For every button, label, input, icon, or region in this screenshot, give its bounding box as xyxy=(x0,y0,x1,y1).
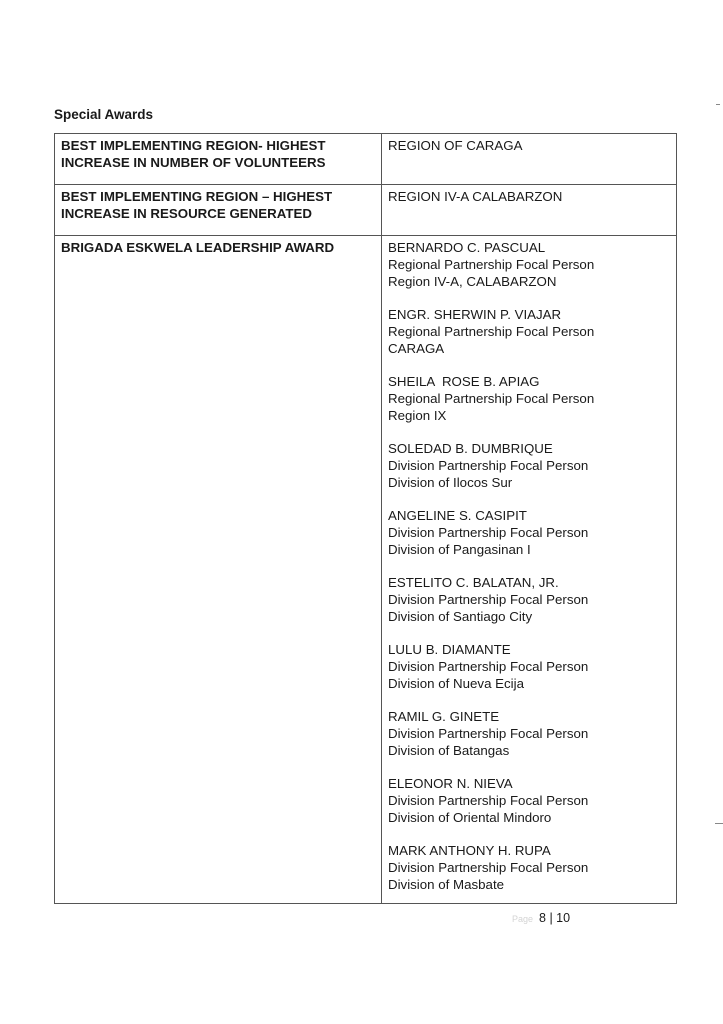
award-name: BEST IMPLEMENTING REGION – HIGHEST INCREASE IN RESOURCE GENERATED xyxy=(61,189,333,221)
recipient-entry xyxy=(388,842,670,893)
table-row xyxy=(55,236,677,904)
recipient-name: SHEILA ROSE B. APIAG xyxy=(388,374,540,389)
recipient-entry xyxy=(388,507,670,558)
recipient-name: ENGR. SHERWIN P. VIAJAR xyxy=(388,307,562,322)
recipient-office: Region IX xyxy=(388,408,447,423)
recipient-entry xyxy=(388,775,670,826)
recipient-position: Division Partnership Focal Person xyxy=(388,659,589,674)
recipient-list-cell xyxy=(382,236,677,904)
recipient-name: SOLEDAD B. DUMBRIQUE xyxy=(388,441,553,456)
recipient-name: ANGELINE S. CASIPIT xyxy=(388,508,527,523)
recipient-position: Division Partnership Focal Person xyxy=(388,458,589,473)
recipient-position: Regional Partnership Focal Person xyxy=(388,257,595,272)
recipient-position: Division Partnership Focal Person xyxy=(388,525,589,540)
recipient-cell xyxy=(382,134,677,185)
recipient-cell xyxy=(382,185,677,236)
scan-mark xyxy=(716,104,720,105)
recipient-entry xyxy=(388,574,670,625)
recipient-office: Division of Masbate xyxy=(388,877,505,892)
recipient-office: Division of Ilocos Sur xyxy=(388,475,513,490)
recipient-name: ELEONOR N. NIEVA xyxy=(388,776,513,791)
recipient-position: Regional Partnership Focal Person xyxy=(388,391,595,406)
recipient-position: Division Partnership Focal Person xyxy=(388,726,589,741)
recipient-position: Regional Partnership Focal Person xyxy=(388,324,595,339)
recipient-office: Division of Batangas xyxy=(388,743,510,758)
page-number xyxy=(512,911,570,925)
recipient-name: REGION OF CARAGA xyxy=(388,138,523,153)
table-row xyxy=(55,185,677,236)
recipient-office: Division of Nueva Ecija xyxy=(388,676,524,691)
award-name: BRIGADA ESKWELA LEADERSHIP AWARD xyxy=(61,240,335,255)
recipient-entry xyxy=(388,440,670,491)
recipient-position: Division Partnership Focal Person xyxy=(388,860,589,875)
recipient-office: Division of Pangasinan I xyxy=(388,542,531,557)
recipient-position: Division Partnership Focal Person xyxy=(388,592,589,607)
page-count: 8 | 10 xyxy=(539,911,571,925)
recipient-name: REGION IV-A CALABARZON xyxy=(388,189,563,204)
section-title: Special Awards xyxy=(54,107,154,122)
recipient-office: Division of Oriental Mindoro xyxy=(388,810,552,825)
recipient-name: MARK ANTHONY H. RUPA xyxy=(388,843,551,858)
scan-mark xyxy=(715,823,723,824)
award-cell xyxy=(55,236,382,904)
table-row xyxy=(55,134,677,185)
award-name: BEST IMPLEMENTING REGION- HIGHEST INCREASE IN NUMBER OF VOLUNTEERS xyxy=(61,138,326,170)
recipient-name: LULU B. DIAMANTE xyxy=(388,642,511,657)
recipient-entry xyxy=(388,239,670,290)
page-label: Page xyxy=(512,914,534,924)
recipient-name: BERNARDO C. PASCUAL xyxy=(388,240,546,255)
award-cell xyxy=(55,134,382,185)
recipient-entry xyxy=(388,306,670,357)
awards-table xyxy=(54,133,677,904)
recipient-name: RAMIL G. GINETE xyxy=(388,709,500,724)
recipient-entry xyxy=(388,373,670,424)
award-cell xyxy=(55,185,382,236)
recipient-office: Region IV-A, CALABARZON xyxy=(388,274,557,289)
recipient-office: CARAGA xyxy=(388,341,445,356)
recipient-entry xyxy=(388,708,670,759)
recipient-office: Division of Santiago City xyxy=(388,609,533,624)
recipient-entry xyxy=(388,641,670,692)
recipient-name: ESTELITO C. BALATAN, JR. xyxy=(388,575,559,590)
recipient-position: Division Partnership Focal Person xyxy=(388,793,589,808)
